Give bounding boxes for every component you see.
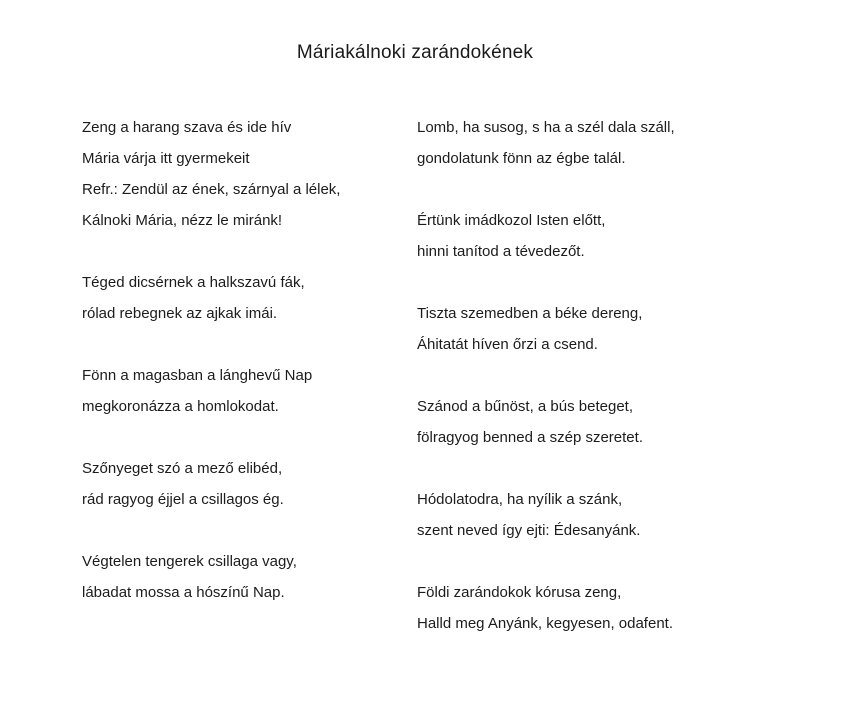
poem-line: Hódolatodra, ha nyílik a szánk, [417,491,623,508]
poem-line: lábadat mossa a hószínű Nap. [82,584,285,601]
poem-stanza [417,298,675,360]
poem-column-left [82,112,340,639]
poem-line: rád ragyog éjjel a csillagos ég. [82,491,284,508]
poem-stanza [82,360,340,422]
poem-line: fölragyog benned a szép szeretet. [417,429,643,446]
poem-line: Zeng a harang szava és ide hív [82,119,292,136]
poem-line: Szánod a bűnöst, a bús beteget, [417,398,633,415]
poem-stanza [417,577,675,639]
poem-stanza [417,391,675,453]
poem-line: Áhitatát híven őrzi a csend. [417,336,598,353]
poem-line: hinni tanítod a tévedezőt. [417,243,585,260]
poem-line: szent neved így ejti: Édesanyánk. [417,522,641,539]
poem-stanza [417,484,675,546]
poem-stanza [82,453,340,515]
poem-column-right [417,112,675,670]
poem-line: Tiszta szemedben a béke dereng, [417,305,643,322]
poem-line: Kálnoki Mária, nézz le miránk! [82,212,283,229]
poem-line: Fönn a magasban a lánghevű Nap [82,367,313,384]
poem-stanza [417,205,675,267]
poem-stanza [82,112,340,236]
poem-line: Végtelen tengerek csillaga vagy, [82,553,297,570]
poem-stanza [417,112,675,174]
poem-line: rólad rebegnek az ajkak imái. [82,305,278,322]
poem-line: Téged dicsérnek a halkszavú fák, [82,274,305,291]
poem-line: Refr.: Zendül az ének, szárnyal a lélek, [82,181,341,198]
poem-stanza [82,546,340,608]
poem-line: megkoronázza a homlokodat. [82,398,279,415]
poem-line: Földi zarándokok kórusa zeng, [417,584,622,601]
poem-title: Máriakálnoki zarándokének [296,42,534,63]
poem-line: Lomb, ha susog, s ha a szél dala száll, [417,119,675,136]
poem-line: Értünk imádkozol Isten előtt, [417,212,606,229]
poem-stanza [82,267,340,329]
poem-line: Mária várja itt gyermekeit [82,150,250,167]
poem-line: Szőnyeget szó a mező elibéd, [82,460,283,477]
poem-line: gondolatunk fönn az égbe talál. [417,150,626,167]
poem-line: Halld meg Anyánk, kegyesen, odafent. [417,615,673,632]
